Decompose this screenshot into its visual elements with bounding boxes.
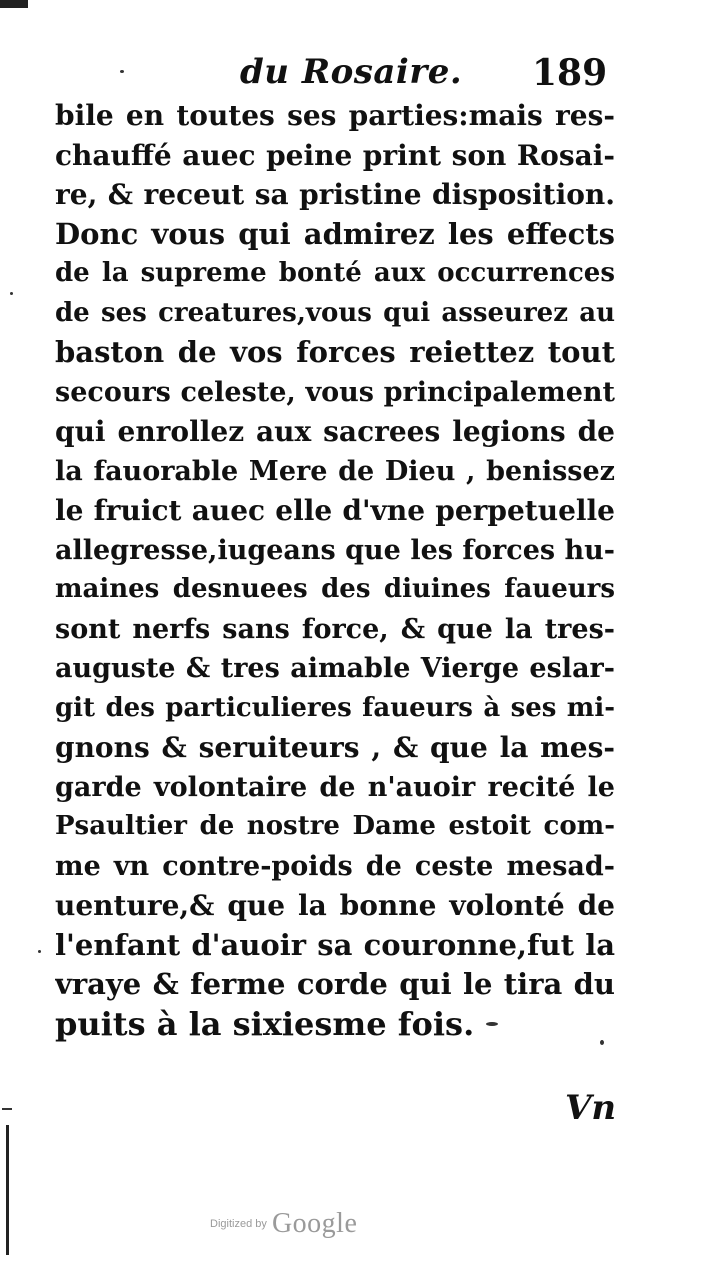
text-line: chauffé auec peine print son Rosai- [55, 138, 615, 172]
text-line: me vn contre-poids de ceste mesad- [55, 850, 615, 882]
text-line-last: puits à la sixiesme fois. [55, 1004, 475, 1043]
catchword: Vn [565, 1088, 617, 1128]
running-title: du Rosaire. [240, 52, 463, 92]
text-line: gnons & seruiteurs , & que la mes- [55, 731, 615, 764]
running-head [0, 48, 714, 96]
text-line: allegresse,iugeans que les forces hu- [55, 534, 615, 566]
ink-speck [486, 1022, 498, 1026]
body-text [55, 96, 615, 1044]
text-line: bile en toutes ses parties:mais res- [55, 99, 615, 132]
text-line: Psaultier de nostre Dame estoit com- [55, 811, 615, 841]
ink-speck [10, 292, 13, 295]
text-line: de la supreme bonté aux occurrences [55, 258, 615, 288]
text-line: maines desnuees des diuines faueurs [55, 574, 615, 604]
scan-mark [0, 0, 28, 8]
ink-speck [600, 1040, 604, 1045]
text-line: garde volontaire de n'auoir recité le [55, 771, 615, 803]
text-line: l'enfant d'auoir sa couronne,fut la [55, 927, 615, 962]
text-line: de ses creatures,vous qui asseurez au [55, 297, 615, 328]
text-line: le fruict auec elle d'vne perpetuelle [55, 494, 615, 527]
text-line: Donc vous qui admirez les effects [55, 216, 615, 251]
page-edge-rule [6, 1125, 9, 1255]
text-line: uenture,& que la bonne volonté de [55, 889, 615, 922]
margin-mark [2, 1108, 12, 1110]
text-line: la fauorable Mere de Dieu , benissez [55, 455, 615, 487]
text-line: vraye & ferme corde qui le tira du [55, 967, 615, 1001]
text-line: qui enrollez aux sacrees legions de [55, 415, 615, 448]
text-line: auguste & tres aimable Vierge eslar- [55, 653, 615, 684]
ink-speck [38, 950, 41, 953]
watermark-prefix: Digitized by [210, 1218, 267, 1230]
text-line: git des particulieres faueurs à ses mi- [55, 692, 615, 723]
text-line: re, & receut sa pristine disposition. [55, 178, 615, 211]
digitization-watermark [210, 1208, 357, 1242]
ink-speck [120, 70, 124, 73]
text-line: sont nerfs sans force, & que la tres- [55, 613, 615, 645]
page-number: 189 [532, 52, 608, 94]
text-line: secours celeste, vous principalement [55, 376, 615, 408]
watermark-brand: Google [271, 1208, 358, 1239]
text-line: baston de vos forces reiettez tout [55, 335, 615, 369]
